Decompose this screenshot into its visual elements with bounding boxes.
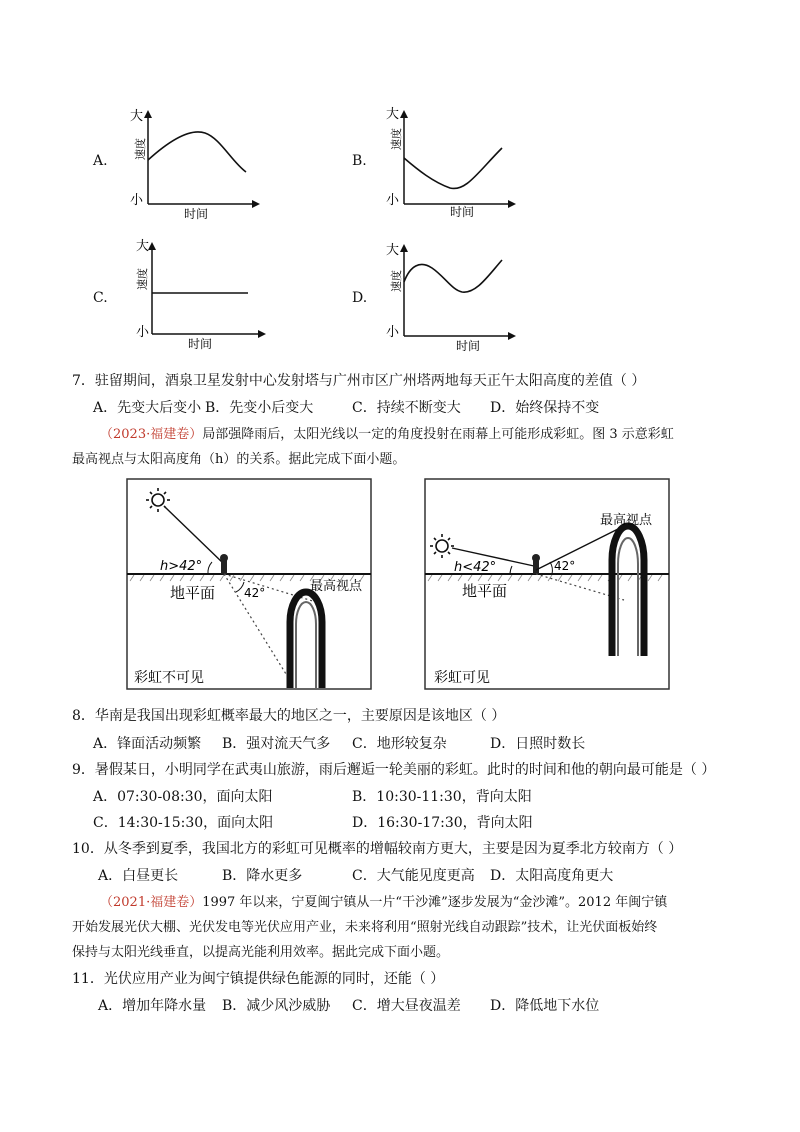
q7-option-d[interactable]: D．始终保持不变: [490, 400, 600, 416]
q7-option-a[interactable]: A．先变大后变小: [93, 400, 202, 416]
q8-option-c[interactable]: C．地形较复杂: [352, 736, 447, 752]
q8-option-b[interactable]: B．强对流天气多: [222, 736, 331, 752]
y-axis-label: 速度: [390, 270, 403, 292]
graph-d: [380, 236, 520, 356]
x-axis-label: 时间: [184, 207, 209, 220]
ground-label: 地平面: [170, 584, 216, 602]
axis-big-label: 大: [130, 109, 144, 124]
angle2-label: 42°: [244, 586, 266, 600]
q9-option-a[interactable]: A．07:30-08:30，面向太阳: [93, 789, 273, 805]
y-axis-label: 速度: [136, 268, 149, 290]
q8-option-a[interactable]: A．锋面活动频繁: [93, 736, 202, 752]
rainbow-diagram-invisible: [126, 478, 372, 690]
graph-c: [120, 232, 270, 352]
q9-stem: 9．暑假某日，小明同学在武夷山旅游，雨后邂逅一轮美丽的彩虹。此时的时间和他的朝向最可能是（ ）: [72, 762, 716, 778]
q8-stem: 8．华南是我国出现彩虹概率最大的地区之一，主要原因是该地区（ ）: [72, 708, 506, 724]
observer-icon: [532, 554, 540, 574]
caption-label: 彩虹不可见: [134, 670, 204, 686]
q10-option-b[interactable]: B．降水更多: [222, 868, 303, 884]
x-axis-label: 时间: [456, 339, 481, 353]
axis-big-label: 大: [136, 239, 150, 254]
q9-option-b[interactable]: B．10:30-11:30，背向太阳: [352, 789, 532, 805]
q11-option-d[interactable]: D．降低地下水位: [490, 998, 600, 1014]
x-axis-label: 时间: [188, 337, 213, 351]
passage2-line1: [100, 893, 667, 913]
rainbow-diagram-visible: [424, 478, 670, 690]
passage2-line2: 开始发展光伏大棚、光伏发电等光伏应用产业，未来将利用“照射光线自动跟踪”技术，让光伏面板始终: [72, 920, 658, 935]
ground-label: 地平面: [462, 582, 508, 600]
curve-d: [404, 260, 502, 292]
q10-option-c[interactable]: C．大气能见度更高: [352, 868, 475, 884]
q11-stem: 11．光伏应用产业为闽宁镇提供绿色能源的同时，还能（ ）: [72, 971, 445, 987]
q11-option-b[interactable]: B．减少风沙威胁: [222, 998, 331, 1014]
passage2-source: （2021·福建卷）: [100, 895, 203, 910]
passage1-text: 局部强降雨后，太阳光线以一定的角度投射在雨幕上可能形成彩虹。图 3 示意彩虹: [202, 427, 674, 442]
observer-icon: [220, 554, 228, 574]
y-axis-label: 速度: [390, 128, 403, 150]
axis-small-label: 小: [386, 325, 400, 340]
axis-small-label: 小: [386, 193, 400, 208]
q10-option-d[interactable]: D．太阳高度角更大: [490, 868, 614, 884]
axis-small-label: 小: [130, 193, 144, 208]
q11-option-c[interactable]: C．增大昼夜温差: [352, 998, 461, 1014]
q7-option-b[interactable]: B．先变小后变大: [205, 400, 314, 416]
graph-b: [378, 100, 518, 220]
q9-option-c[interactable]: C．14:30-15:30，面向太阳: [93, 815, 274, 831]
passage2-text: 1997 年以来，宁夏闽宁镇从一片“干沙滩”逐步发展为“金沙滩”。2012 年闽宁镇: [202, 895, 668, 910]
top-point-label: 最高视点: [310, 579, 363, 594]
q7-option-c[interactable]: C．持续不断变大: [352, 400, 461, 416]
q9-option-d[interactable]: D．16:30-17:30，背向太阳: [352, 815, 533, 831]
angle-label: h>42°: [160, 559, 203, 574]
q11-option-a[interactable]: A．增加年降水量: [98, 998, 207, 1014]
caption-label: 彩虹可见: [434, 670, 490, 686]
option-b-letter: B.: [352, 153, 367, 169]
q8-option-d[interactable]: D．日照时数长: [490, 736, 586, 752]
graph-a: [120, 100, 260, 220]
passage1-line2: 最高视点与太阳高度角（h）的关系。据此完成下面小题。: [72, 452, 406, 467]
axis-big-label: 大: [386, 107, 400, 122]
passage1-line1: [100, 425, 674, 445]
angle-label: h<42°: [454, 560, 497, 575]
passage2-line3: 保持与太阳光线垂直，以提高光能利用效率。据此完成下面小题。: [72, 945, 450, 960]
option-a-letter: A.: [93, 153, 108, 169]
passage1-source: （2023·福建卷）: [100, 427, 203, 442]
option-d-letter: D.: [352, 290, 368, 306]
q10-option-a[interactable]: A．白昼更长: [98, 868, 179, 884]
top-point-label: 最高视点: [600, 513, 653, 528]
axis-big-label: 大: [386, 243, 400, 258]
axis-small-label: 小: [136, 325, 150, 340]
x-axis-label: 时间: [450, 205, 475, 219]
curve-a: [148, 132, 246, 172]
q10-stem: 10．从冬季到夏季，我国北方的彩虹可见概率的增幅较南方更大，主要是因为夏季北方较南方（ ）: [72, 841, 683, 857]
q7-stem: 7．驻留期间，酒泉卫星发射中心发射塔与广州市区广州塔两地每天正午太阳高度的差值（ ）: [72, 373, 646, 389]
curve-b: [404, 148, 502, 189]
angle2-label: 42°: [554, 559, 576, 573]
option-c-letter: C.: [93, 290, 108, 306]
y-axis-label: 速度: [134, 138, 147, 160]
